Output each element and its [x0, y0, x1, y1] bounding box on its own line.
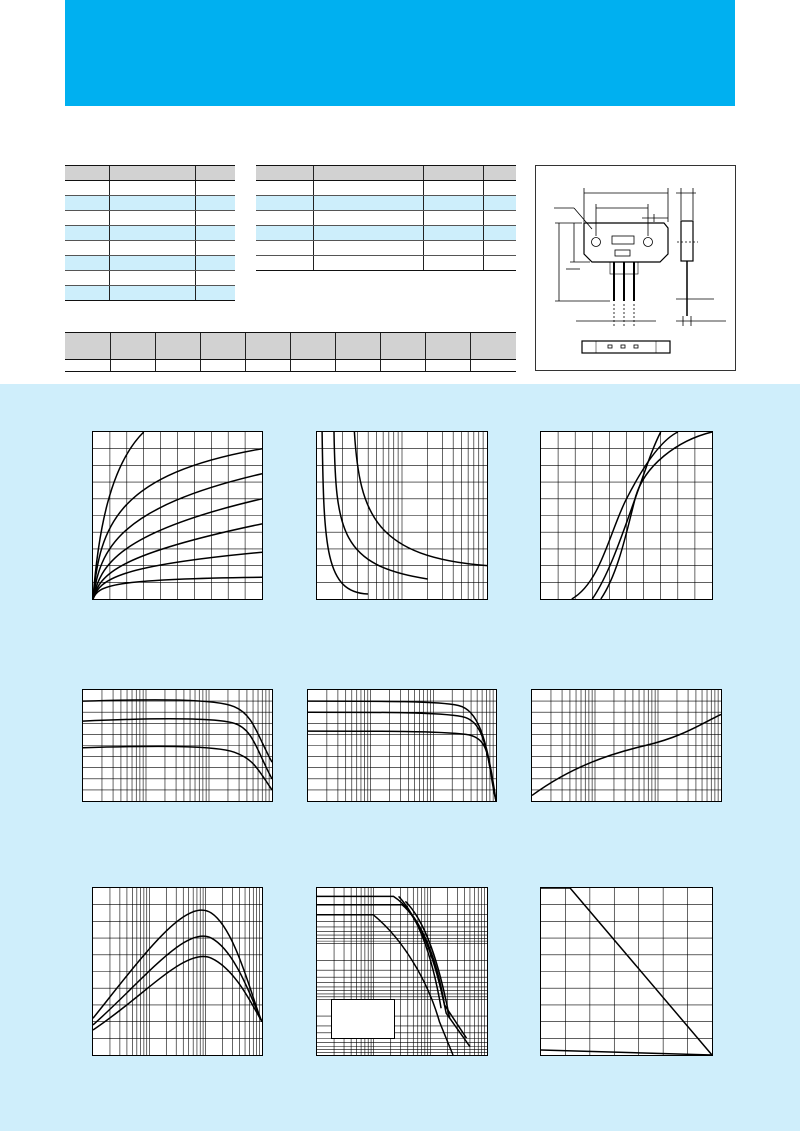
table-row — [65, 196, 235, 211]
table-cell — [313, 181, 423, 196]
table-cell — [256, 211, 313, 226]
table-cell — [65, 271, 109, 286]
graph-1 — [92, 431, 263, 600]
table-cell — [256, 241, 313, 256]
table-cell — [109, 256, 195, 271]
table-cell — [65, 211, 109, 226]
table-cell — [483, 166, 516, 181]
table-row — [65, 226, 235, 241]
table-cell — [313, 196, 423, 211]
table-row — [256, 181, 516, 196]
curve — [308, 731, 496, 801]
table-cell — [195, 196, 235, 211]
curve — [334, 432, 428, 579]
graph-7 — [92, 887, 263, 1056]
table-cell — [195, 181, 235, 196]
table-cell — [256, 226, 313, 241]
graph-8-inset-box — [331, 999, 395, 1039]
package-outline-drawing — [535, 165, 736, 371]
graph-4 — [82, 689, 273, 802]
table-row — [256, 226, 516, 241]
table-cell — [65, 166, 109, 181]
table-cell — [483, 226, 516, 241]
table-cell — [110, 333, 155, 360]
table-cell — [483, 196, 516, 211]
characteristic-curve-icon — [308, 690, 496, 801]
header-banner — [65, 0, 735, 106]
table-row — [65, 211, 235, 226]
table-cell — [256, 181, 313, 196]
characteristic-graphs-area — [0, 384, 800, 1131]
table-cell — [290, 360, 335, 372]
table-cell — [313, 166, 423, 181]
table-cell — [313, 226, 423, 241]
graph-3 — [540, 431, 713, 600]
graph-9 — [540, 887, 713, 1056]
table-cell — [423, 166, 483, 181]
graph-8 — [316, 887, 488, 1056]
table-cell — [313, 241, 423, 256]
table-cell — [65, 226, 109, 241]
curve — [83, 746, 272, 790]
curve — [399, 896, 442, 1008]
table-cell — [109, 166, 195, 181]
absolute-max-ratings-table — [65, 165, 235, 301]
table-cell — [195, 211, 235, 226]
table-cell — [65, 256, 109, 271]
table-cell — [109, 196, 195, 211]
table-cell — [313, 256, 423, 271]
table-cell — [109, 241, 195, 256]
table-row — [256, 211, 516, 226]
curve — [308, 701, 496, 801]
table-cell — [195, 166, 235, 181]
table-cell — [290, 333, 335, 360]
table-cell — [65, 360, 110, 372]
table-cell — [423, 241, 483, 256]
table-cell — [336, 360, 381, 372]
table-cell — [65, 333, 110, 360]
table-row — [65, 360, 516, 372]
table-cell — [423, 256, 483, 271]
table-cell — [65, 196, 109, 211]
curve — [322, 432, 368, 594]
table-cell — [256, 256, 313, 271]
table-header-row — [65, 333, 516, 360]
curve — [532, 714, 721, 795]
table-cell — [483, 256, 516, 271]
table-cell — [381, 333, 426, 360]
curve — [83, 719, 272, 779]
characteristic-curve-icon — [541, 432, 712, 599]
table-cell — [65, 286, 109, 301]
table-cell — [110, 360, 155, 372]
table-cell — [245, 360, 290, 372]
table-cell — [195, 271, 235, 286]
transistor-package-outline-icon — [536, 166, 735, 370]
graph-2 — [316, 431, 488, 600]
table-cell — [109, 226, 195, 241]
table-cell — [483, 211, 516, 226]
table-cell — [195, 256, 235, 271]
table-cell — [195, 241, 235, 256]
table-cell — [109, 181, 195, 196]
characteristic-curve-icon — [541, 888, 712, 1055]
table-cell — [200, 360, 245, 372]
table-cell — [426, 333, 471, 360]
table-cell — [256, 166, 313, 181]
characteristic-curve-icon — [93, 888, 262, 1055]
table-row — [65, 271, 235, 286]
table-cell — [155, 333, 200, 360]
table-cell — [195, 286, 235, 301]
characteristic-curve-icon — [317, 432, 487, 599]
table-header-row — [256, 166, 516, 181]
table-row — [256, 196, 516, 211]
curve — [83, 700, 272, 762]
table-cell — [65, 241, 109, 256]
graph-5 — [307, 689, 497, 802]
characteristic-curve-icon — [83, 690, 272, 801]
table-cell — [471, 360, 516, 372]
table-cell — [109, 286, 195, 301]
hfe-rank-table — [65, 332, 516, 372]
characteristic-curve-icon — [93, 432, 262, 599]
table-cell — [109, 211, 195, 226]
table-cell — [426, 360, 471, 372]
table-cell — [483, 181, 516, 196]
table-cell — [195, 226, 235, 241]
table-header-row — [65, 166, 235, 181]
table-cell — [423, 196, 483, 211]
table-cell — [471, 333, 516, 360]
table-row — [256, 256, 516, 271]
characteristic-curve-icon — [532, 690, 721, 801]
table-cell — [65, 181, 109, 196]
table-cell — [423, 226, 483, 241]
electrical-characteristics-table — [256, 165, 516, 271]
table-cell — [336, 333, 381, 360]
table-row — [65, 181, 235, 196]
table-row — [65, 241, 235, 256]
table-row — [256, 241, 516, 256]
table-cell — [245, 333, 290, 360]
table-row — [65, 256, 235, 271]
table-cell — [423, 211, 483, 226]
table-cell — [109, 271, 195, 286]
table-cell — [200, 333, 245, 360]
table-row — [65, 286, 235, 301]
table-cell — [313, 211, 423, 226]
table-cell — [155, 360, 200, 372]
table-cell — [483, 241, 516, 256]
table-cell — [381, 360, 426, 372]
table-cell — [423, 181, 483, 196]
graph-6 — [531, 689, 722, 802]
curve — [541, 1050, 712, 1055]
table-cell — [256, 196, 313, 211]
